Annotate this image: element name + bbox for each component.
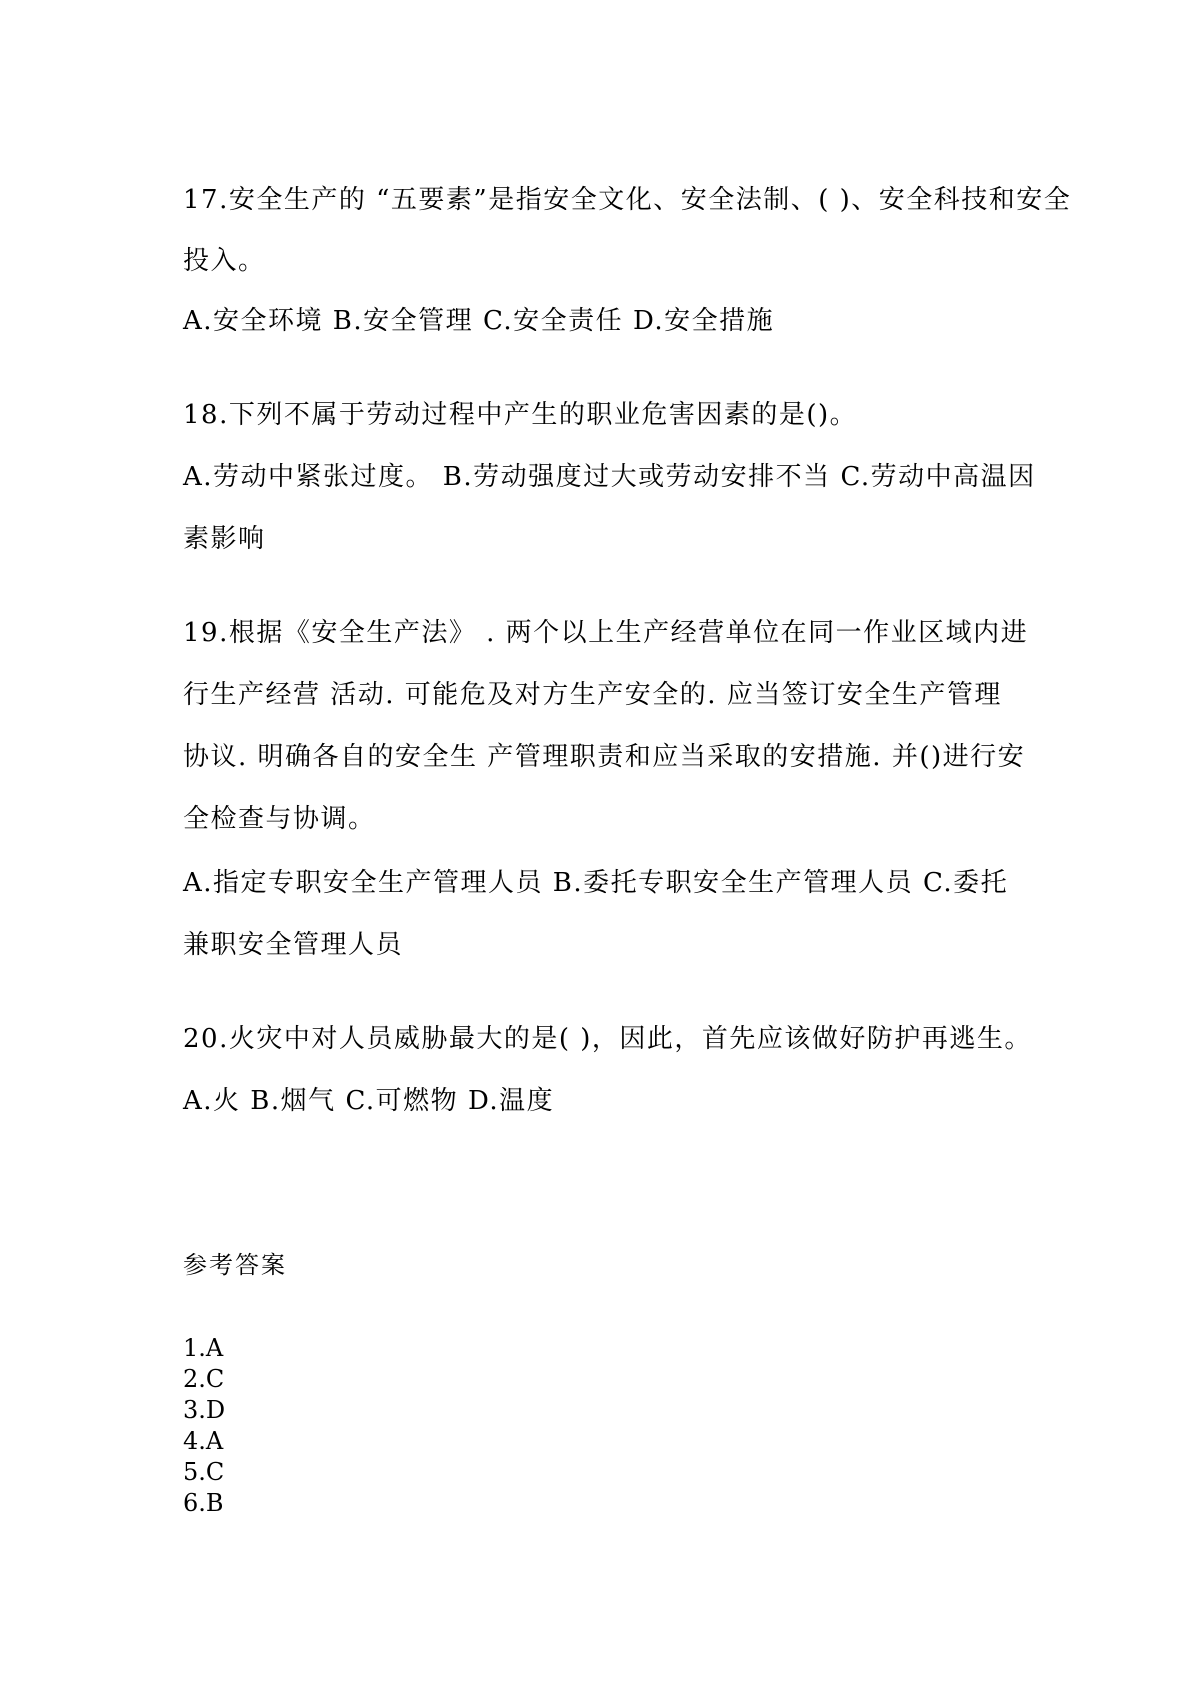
question-19-line-1: 19.根据《安全生产法》 . 两个以上生产经营单位在同一作业区域内进 [183,618,1029,648]
answers-heading: 参考答案 [183,1251,287,1279]
answer-item: 6.B [183,1489,224,1517]
question-19-options-line-2: 兼职安全管理人员 [183,930,404,960]
question-19-options-line-1: A.指定专职安全生产管理人员 B.委托专职安全生产管理人员 C.委托 [183,868,1009,898]
question-18-line-1: 18.下列不属于劳动过程中产生的职业危害因素的是()。 [183,400,858,430]
answer-item: 5.C [183,1458,225,1486]
question-17-line-2: 投入。 [183,246,266,276]
question-20-line-1: 20.火灾中对人员威胁最大的是( )，因此，首先应该做好防护再逃生。 [183,1024,1032,1054]
question-19-line-4: 全检查与协调。 [183,804,376,834]
question-17-line-1: 17.安全生产的 “五要素”是指安全文化、安全法制、( )、安全科技和安全 [183,185,1072,215]
answer-item: 4.A [183,1427,224,1455]
question-19-line-3: 协议. 明确各自的安全生 产管理职责和应当采取的安措施. 并()进行安 [183,742,1026,772]
question-18-options-line-2: 素影响 [183,524,266,554]
question-17-options: A.安全环境 B.安全管理 C.安全责任 D.安全措施 [183,306,775,336]
answer-item: 1.A [183,1334,224,1362]
question-20-options: A.火 B.烟气 C.可燃物 D.温度 [183,1086,555,1116]
question-19-line-2: 行生产经营 活动. 可能危及对方生产安全的. 应当签订安全生产管理 [183,680,1002,710]
answer-item: 3.D [183,1396,226,1424]
question-18-options-line-1: A.劳动中紧张过度。 B.劳动强度过大或劳动安排不当 C.劳动中高温因 [183,462,1036,492]
answer-item: 2.C [183,1365,225,1393]
